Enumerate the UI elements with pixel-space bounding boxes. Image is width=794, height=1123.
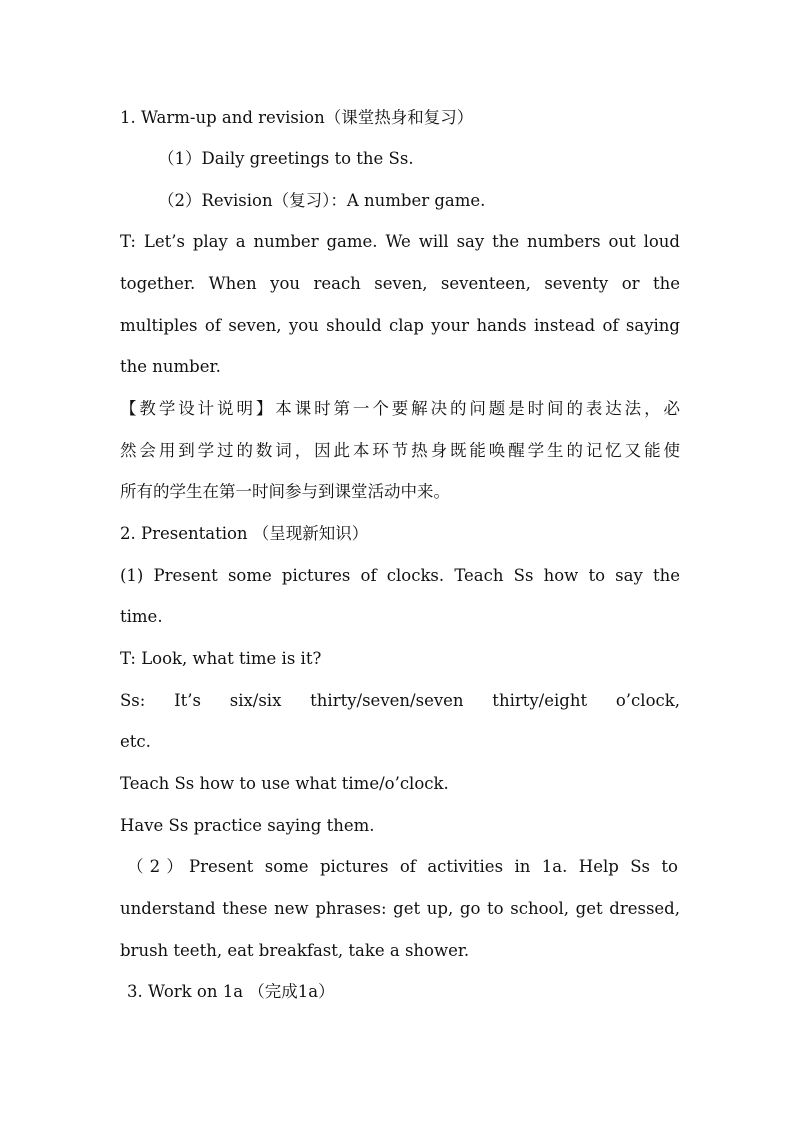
design-note-line: 所有的学生在第一时间参与到课堂活动中来。	[120, 482, 450, 501]
dialogue-line: Ss: It’s six/six thirty/seven/seven thirty/eight o’clock,	[120, 691, 680, 710]
paragraph-line: multiples of seven, you should clap your hands instead of saying	[120, 316, 680, 335]
paragraph-line: Have Ss practice saying them.	[120, 816, 375, 835]
paragraph-line: brush teeth, eat breakfast, take a shower.	[120, 941, 470, 960]
design-note-line: 然会用到学过的数词，因此本环节热身既能唤醒学生的记忆又能使	[120, 441, 680, 460]
list-item-daily-greetings: （1）Daily greetings to the Ss.	[158, 149, 414, 168]
paragraph-line: time.	[120, 607, 163, 626]
section-heading-warm-up: 1. Warm-up and revision（课堂热身和复习）	[120, 108, 474, 127]
paragraph-line: together. When you reach seven, seventeen, seventy or the	[120, 274, 680, 293]
paragraph-line: the number.	[120, 357, 221, 376]
paragraph-line: T: Let’s play a number game. We will say the numbers out loud	[120, 232, 680, 251]
paragraph-line: understand these new phrases: get up, go to school, get dressed,	[120, 899, 680, 918]
paragraph-line: etc.	[120, 732, 151, 751]
section-heading-presentation: 2. Presentation （呈现新知识）	[120, 524, 369, 543]
dialogue-line: T: Look, what time is it?	[120, 649, 322, 668]
section-heading-work-on-1a: 3. Work on 1a （完成1a）	[127, 982, 335, 1001]
paragraph-line: (1) Present some pictures of clocks. Teach Ss how to say the	[120, 566, 680, 585]
design-note-line: 【教学设计说明】本课时第一个要解决的问题是时间的表达法，必	[120, 399, 680, 418]
paragraph-line: Teach Ss how to use what time/o’clock.	[120, 774, 449, 793]
list-item-activities: （2）Present some pictures of activities in 1a. Help Ss to	[127, 857, 678, 876]
list-item-revision: （2）Revision（复习）：A number game.	[158, 191, 486, 210]
